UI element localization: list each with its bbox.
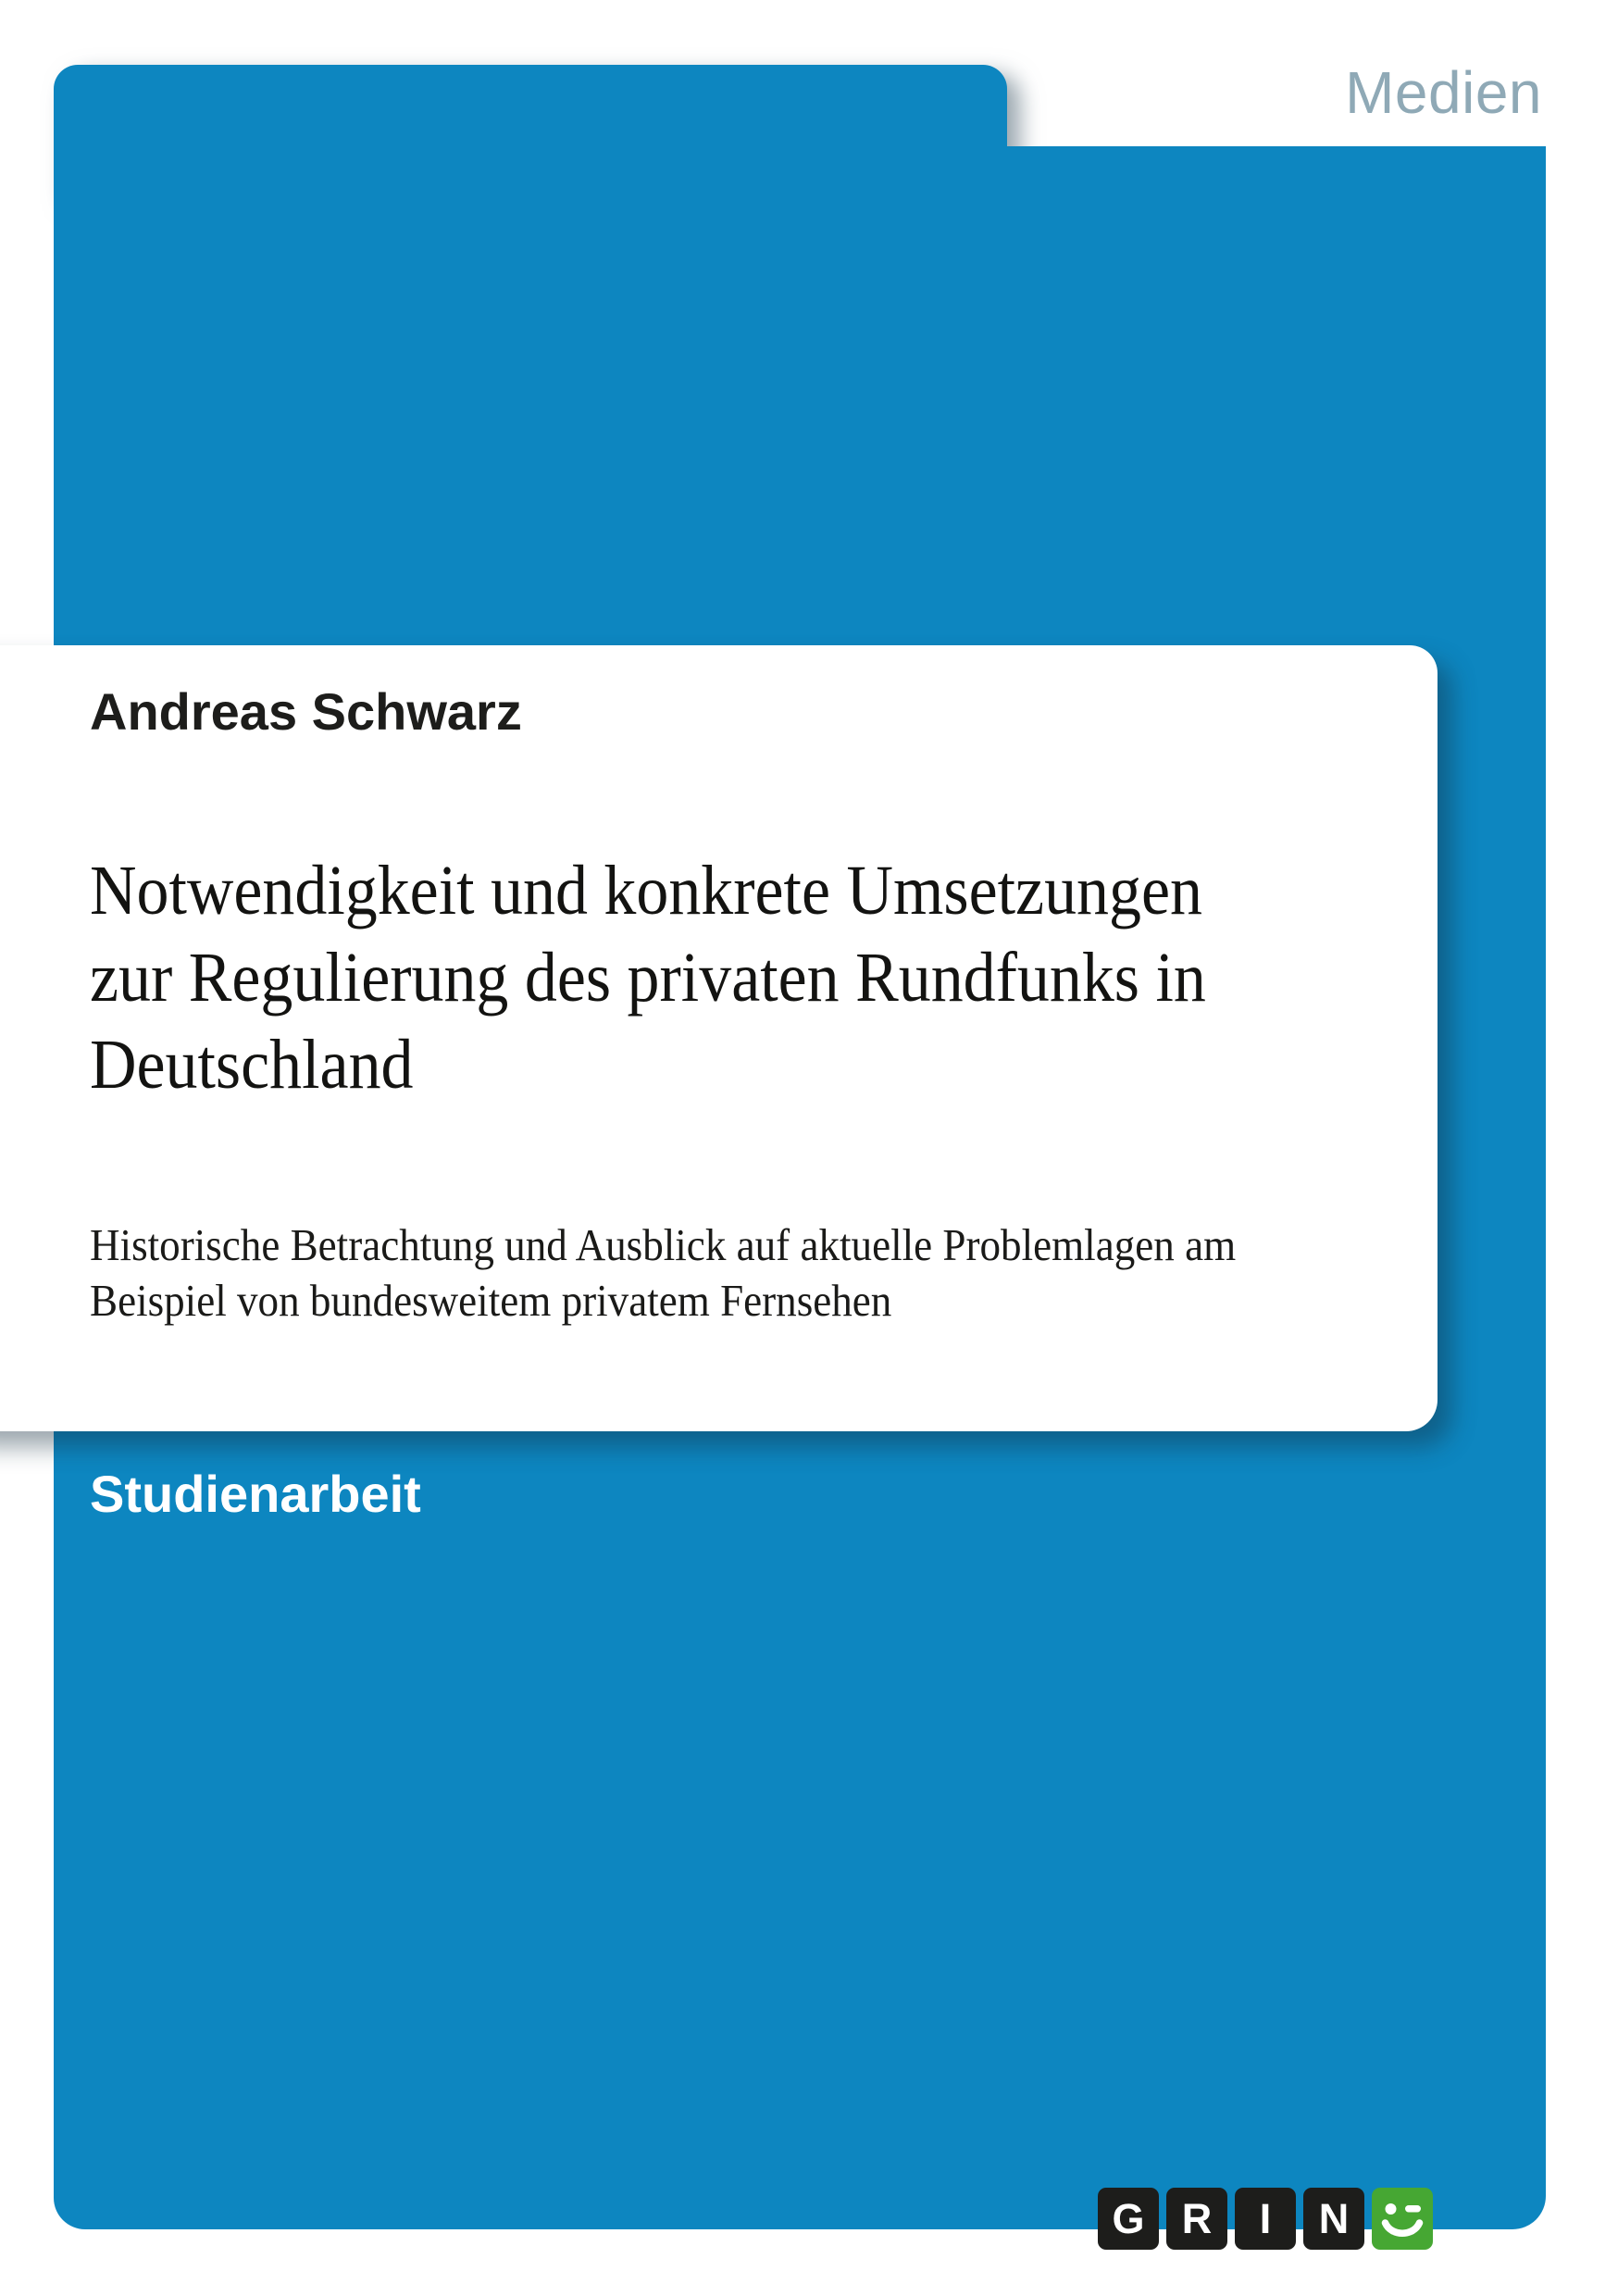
title-line-3: Deutschland (90, 1026, 414, 1104)
logo-letter-tile-n: N (1303, 2188, 1364, 2250)
winking-smiley-icon (1372, 2188, 1433, 2250)
logo-smiley-tile (1372, 2188, 1433, 2250)
logo-letter-tile-r: R (1166, 2188, 1227, 2250)
logo-letter-tile-g: G (1098, 2188, 1159, 2250)
subtitle-line-2: Beispiel von bundesweitem privatem Fernsehen (90, 1275, 892, 1326)
grin-publisher-logo (1098, 2188, 1433, 2250)
category-label: Medien (1345, 59, 1542, 126)
title-line-2: zur Regulierung des privaten Rundfunks in (90, 939, 1206, 1017)
author-name: Andreas Schwarz (90, 682, 522, 741)
document-type-label: Studienarbeit (90, 1465, 421, 1523)
book-subtitle (90, 1217, 1236, 1329)
subtitle-line-1: Historische Betrachtung und Ausblick auf aktuelle Problemlagen am (90, 1219, 1237, 1270)
book-title (90, 847, 1206, 1108)
logo-letter-tile-i: I (1235, 2188, 1296, 2250)
title-line-1: Notwendigkeit und konkrete Umsetzungen (90, 852, 1202, 930)
